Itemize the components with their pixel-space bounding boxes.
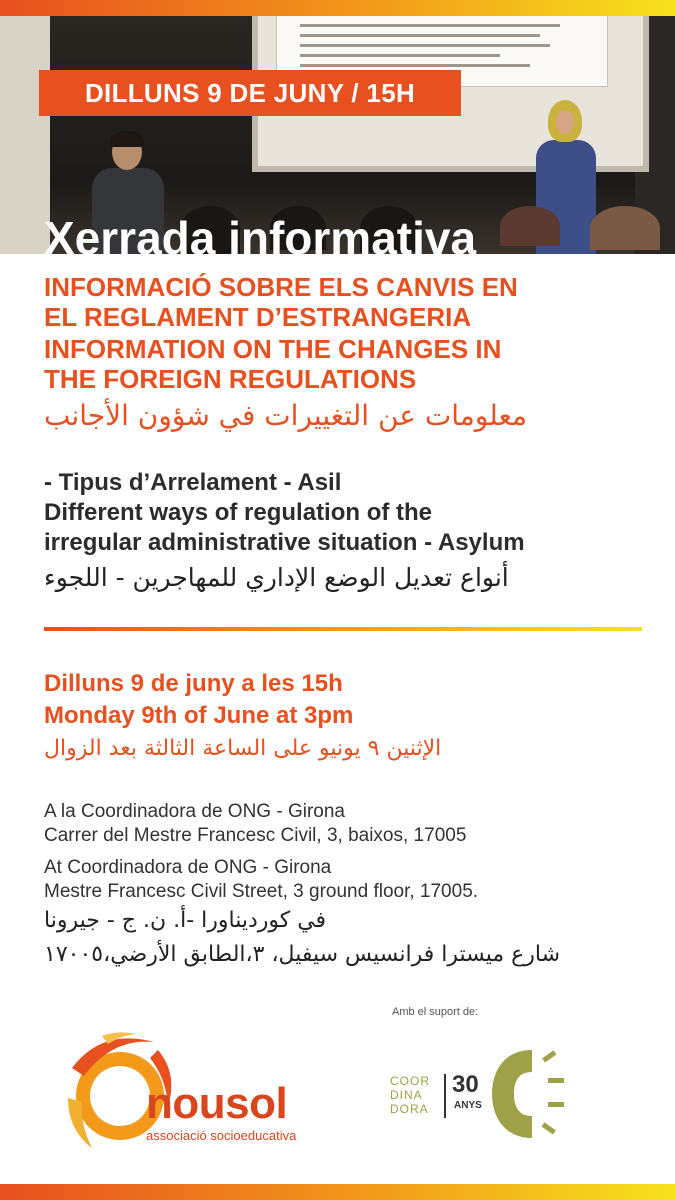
date-banner: DILLUNS 9 DE JUNY / 15H	[39, 70, 461, 116]
photo-wall	[0, 16, 50, 254]
coordinadora-separator	[444, 1074, 446, 1118]
date-time-block	[44, 668, 644, 766]
bottom-gradient-bar	[0, 1184, 675, 1200]
title-catalan-line2: EL REGLAMENT D’ESTRANGERIA	[44, 302, 472, 332]
top-gradient-bar	[0, 0, 675, 16]
slide-text-line	[300, 44, 550, 47]
where-catalan-line1: A la Coordinadora de ONG - Girona	[44, 801, 345, 822]
title-english-line2: THE FOREIGN REGULATIONS	[44, 364, 417, 394]
coord-word-line1: COOR	[390, 1074, 430, 1088]
title-english-line1: INFORMATION ON THE CHANGES IN	[44, 334, 502, 364]
where-english-line1: At Coordinadora de ONG - Girona	[44, 857, 332, 878]
section-divider	[44, 627, 642, 631]
coordinadora-years: 30	[452, 1071, 479, 1098]
location-block	[44, 800, 664, 972]
when-arabic: الإثنين ٩ يونيو على الساعة الثالثة بعد الزوال	[44, 736, 442, 761]
topics-block	[44, 468, 644, 596]
nousol-wordmark: nousol	[146, 1079, 288, 1128]
topics-english-line2: irregular administrative situation - Asylum	[44, 529, 525, 556]
slide-text-line	[300, 54, 500, 57]
when-english: Monday 9th of June at 3pm	[44, 702, 354, 729]
coordinadora-logo	[390, 1044, 580, 1144]
where-catalan-line2: Carrer del Mestre Francesc Civil, 3, baixos, 17005	[44, 825, 467, 846]
title-block	[44, 272, 644, 436]
slide-text-line	[300, 64, 530, 67]
support-label: Amb el suport de:	[392, 1006, 479, 1018]
coordinadora-wordmark	[390, 1074, 430, 1116]
where-arabic-line1: في كورديناورا -أ. ن. ج - جيرونا	[44, 908, 327, 933]
coord-word-line2: DINA	[390, 1088, 423, 1102]
topics-catalan: - Tipus d’Arrelament - Asil	[44, 469, 342, 496]
title-catalan-line1: INFORMACIÓ SOBRE ELS CANVIS EN	[44, 272, 518, 302]
slide-text-line	[300, 34, 540, 37]
coordinadora-c-icon	[486, 1044, 576, 1144]
title-arabic: معلومات عن التغييرات في شؤون الأجانب	[44, 399, 528, 432]
where-english-line2: Mestre Francesc Civil Street, 3 ground floor, 17005.	[44, 881, 479, 902]
slide-text-line	[300, 24, 560, 27]
coordinadora-anys: ANYS	[454, 1100, 482, 1111]
event-type-heading: Xerrada informativa	[44, 212, 477, 264]
coord-word-line3: DORA	[390, 1102, 429, 1116]
when-catalan: Dilluns 9 de juny a les 15h	[44, 670, 343, 697]
nousol-logo	[62, 1028, 322, 1158]
nousol-subtitle: associació socioeducativa	[146, 1128, 297, 1143]
where-arabic-line2: شارع ميسترا فرانسيس سيفيل، ٣،الطابق الأرضي،١٧٠٠٥	[44, 942, 561, 967]
topics-arabic: أنواع تعديل الوضع الإداري للمهاجرين - اللجوء	[44, 563, 509, 592]
topics-english-line1: Different ways of regulation of the	[44, 499, 433, 526]
